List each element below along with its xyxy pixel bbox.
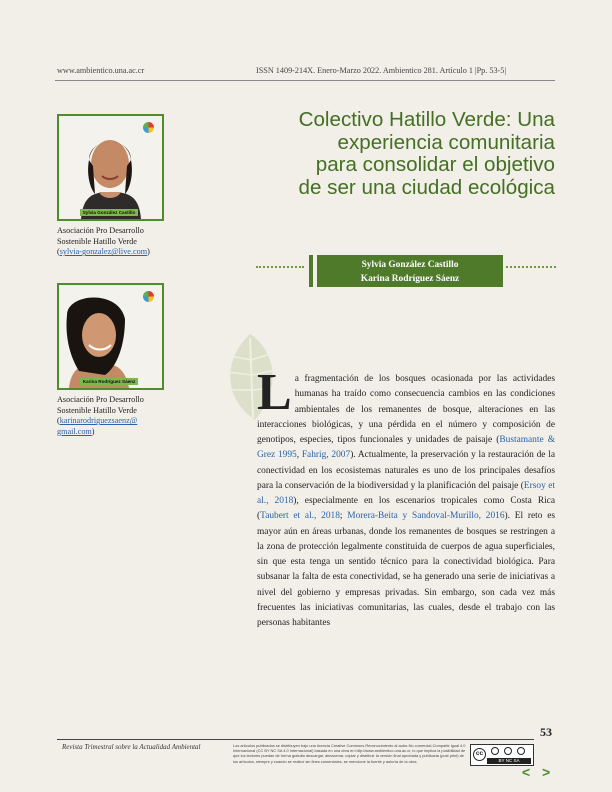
body-text-segment: ), especialmente en los escenarios tropicales como Costa Rica ( xyxy=(257,496,555,522)
body-text-segment: ; xyxy=(339,511,348,522)
globe-logo-icon xyxy=(143,291,154,302)
citation-link[interactable]: Morera-Beita y Sandoval-Murillo, 2016 xyxy=(347,511,505,522)
author-affiliation-2: Asociación Pro Desarrollo Sostenible Hatillo Verde (karinarodriguezsaenz@ gmail.com) xyxy=(57,395,144,436)
author-name-2: Karina Rodríguez Sáenz xyxy=(360,274,460,284)
journal-name: Revista Trimestral sobre la Actualidad Ambiental xyxy=(62,743,201,751)
header-divider xyxy=(55,80,555,81)
citation-link[interactable]: Ersoy et al., 2018 xyxy=(257,480,555,506)
website-url[interactable]: www.ambientico.una.ac.cr xyxy=(57,66,145,75)
next-page-button[interactable]: > xyxy=(542,764,551,780)
noncommercial-icon xyxy=(504,747,512,755)
globe-logo-icon xyxy=(143,122,154,133)
dotted-divider-left xyxy=(256,266,304,268)
author-name-1: Sylvia González Castillo xyxy=(361,260,459,270)
article-body xyxy=(257,364,555,631)
sharealike-icon xyxy=(517,747,525,755)
author-photo-2 xyxy=(57,283,164,390)
creative-commons-badge[interactable] xyxy=(470,744,534,766)
citation-link[interactable]: Taubert et al., 2018 xyxy=(260,511,340,522)
photo-caption-1: Sylvia González Castillo xyxy=(80,209,138,216)
footer-divider xyxy=(57,739,534,740)
author-photo-1 xyxy=(57,114,164,221)
author-email-2[interactable]: karinarodriguezsaenz@ xyxy=(59,416,138,426)
page-number: 53 xyxy=(540,725,552,739)
cc-license-label: BY NC SA xyxy=(487,758,531,764)
body-text-segment: a fragmentación de los bosques ocasionada por las actividades humanas ha traído como consecuencia cambios en las condiciones ambientales de los remanentes de bosque, alteraciones en las interacciones biológicas, y una pérdida en el número y composición de genotipos, especies, tipos funcionales y unidades de paisaje ( xyxy=(257,374,555,445)
author-names-box xyxy=(317,255,503,287)
previous-page-button[interactable]: < xyxy=(522,764,531,780)
cc-icon: cc xyxy=(473,748,486,761)
drop-cap: L xyxy=(257,364,292,421)
citation-link[interactable]: Fahrig, 2007 xyxy=(301,450,351,461)
author-email-1[interactable]: sylvia-gonzalez@live.com xyxy=(59,247,148,257)
license-text: Los artículos publicados se distribuyen bajo una licencia Creative Commons Reconocimiento al autor-No comercial-Compartir igual 4.0 Internacional (CC BY NC SA 4.0 Internacional) basada en una obra en http://www.ambientico.una.ac.cr, lo que implica la posibilidad de que los lectores puedan de forma gratuita descargar, almacenar, copiar y distribuir la versión final aprobada y publicada (post print) de los artículos, siempre y cuando se realice sin fines comerciales, se mencione la fuente y autoría de la obra. xyxy=(233,743,466,764)
author-affiliation-1: Asociación Pro Desarrollo Sostenible Hatillo Verde (sylvia-gonzalez@live.com) xyxy=(57,226,150,257)
body-text-segment: ). Actualmente, la preservación y la restauración de la conectividad en los ecosistemas naturales es uno de los principales desafíos para la conservación de la biodiversidad y la planificación del paisaje ( xyxy=(257,450,555,491)
photo-caption-2: Karina Rodríguez Sáenz xyxy=(80,378,138,385)
issn-line: ISSN 1409-214X. Enero-Marzo 2022. Ambientico 281. Artículo 1 |Pp. 53-5| xyxy=(256,66,507,75)
article-title: Colectivo Hatillo Verde: Una experiencia comunitaria para consolidar el objetivo de ser una ciudad ecológica xyxy=(298,108,555,199)
body-text-segment: ). El reto es mayor aún en áreas urbanas, donde los remanentes de bosques se restringen a la zona de protección legalmente constituida de cuerpos de agua superficiales, sin que esta tenga un sentido técnico para la conectividad biológica. Para subsanar la falta de esta conectividad, se ha generado una serie de iniciativas a nivel del gobierno y empresas privadas. Sin embargo, son cada vez más frecuentes las iniciativas comunitarias, las cuales, desde el trabajo con las personas habitantes xyxy=(257,511,555,628)
author-box-accent xyxy=(309,255,313,287)
dotted-divider-right xyxy=(506,266,556,268)
attribution-icon xyxy=(491,747,499,755)
body-text-segment: , xyxy=(296,450,302,461)
citation-link[interactable]: Bustamante & Grez 1995 xyxy=(257,435,555,461)
